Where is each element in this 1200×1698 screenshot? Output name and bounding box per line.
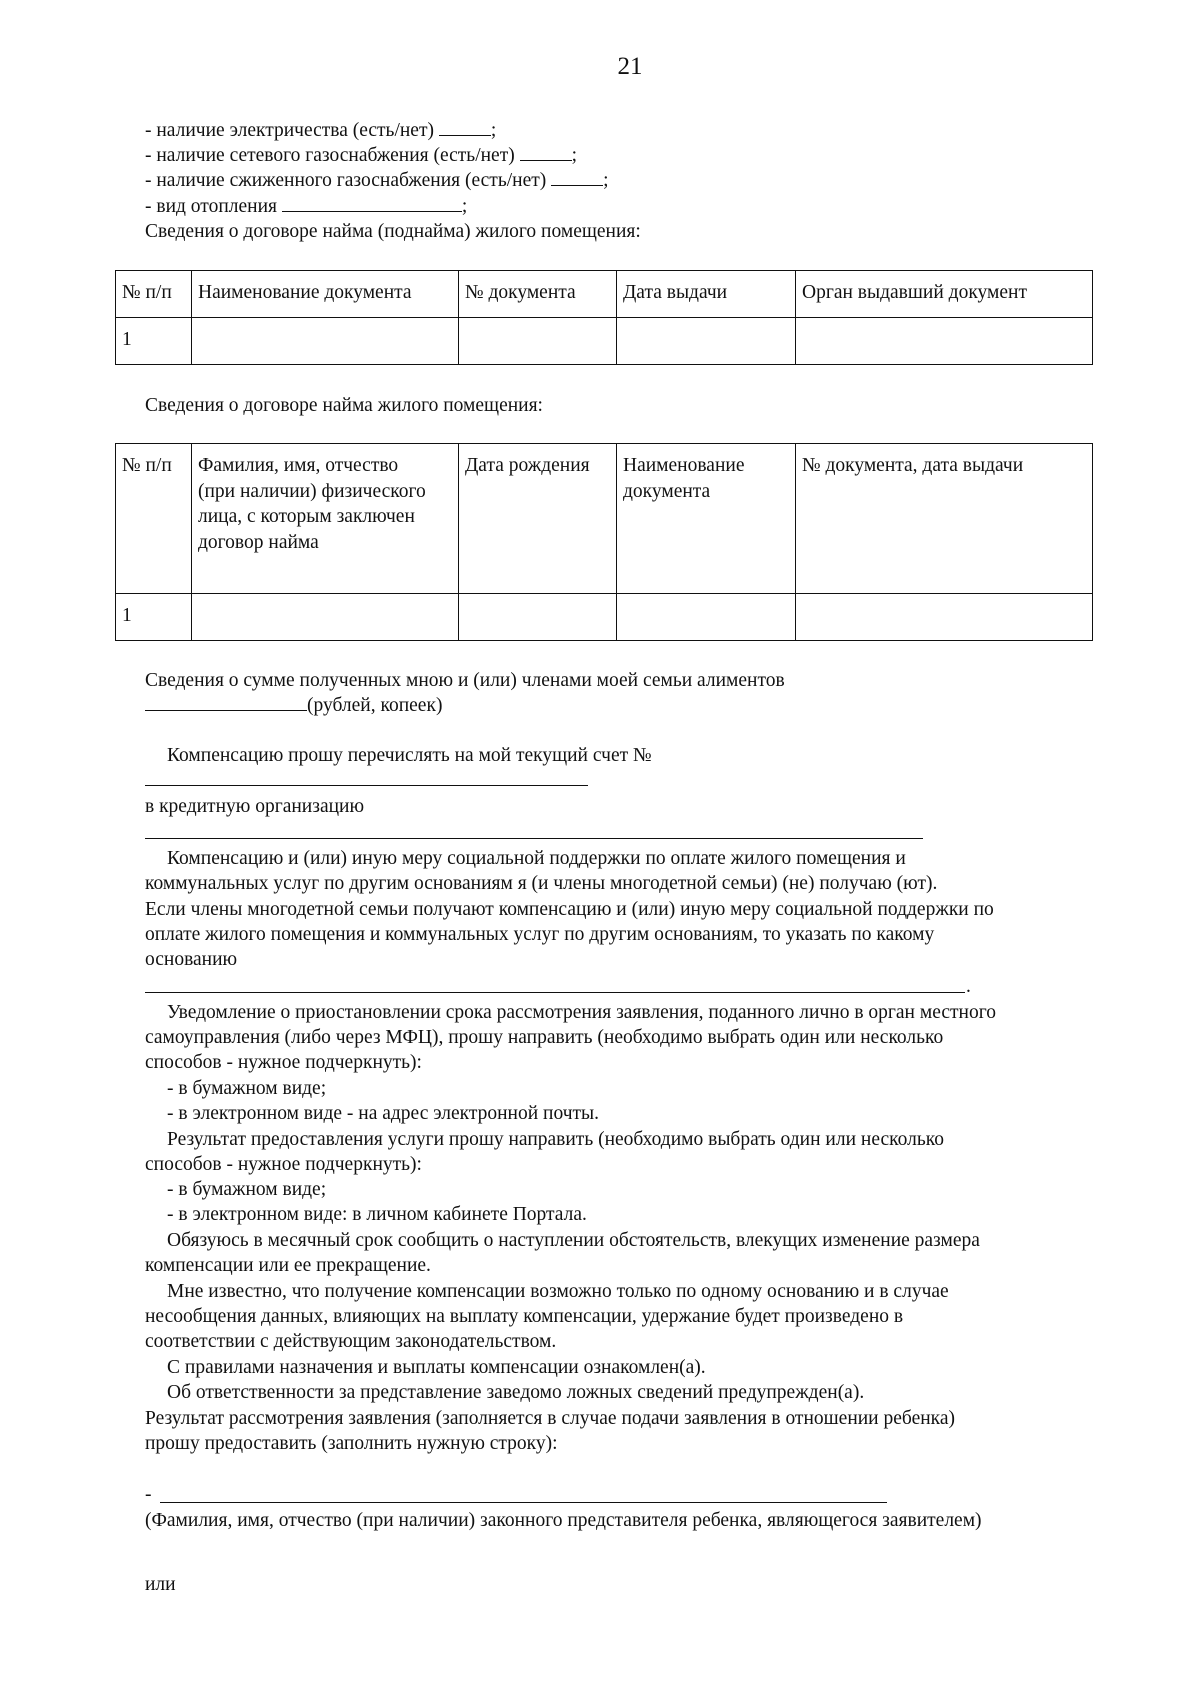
table-cell[interactable] bbox=[796, 594, 1093, 641]
alimony-unit: (рублей, копеек) bbox=[307, 695, 443, 716]
header-cell: Наименование документа bbox=[192, 271, 459, 318]
liability-acknowledgement: Об ответственности за представление заведомо ложных сведений предупрежден(а). bbox=[167, 1382, 865, 1403]
awareness-text: Мне известно, что получение компенсации возможно только по одному основанию и в случае bbox=[167, 1281, 949, 1302]
table-cell[interactable] bbox=[459, 594, 617, 641]
awareness-text: несообщения данных, влияющих на выплату компенсации, удержание будет произведено в bbox=[145, 1306, 904, 1327]
sublease-heading: Сведения о договоре найма (поднайма) жилого помещения: bbox=[145, 221, 641, 242]
other-support-text: основанию bbox=[145, 949, 238, 970]
suspension-text: Уведомление о приостановлении срока рассмотрения заявления, поданного лично в орган местного bbox=[167, 1002, 996, 1023]
header-cell: № п/п bbox=[116, 271, 192, 318]
header-cell: № документа bbox=[459, 271, 617, 318]
other-support-text: Если члены многодетной семьи получают компенсацию и (или) иную меру социальной поддержки по bbox=[145, 899, 994, 920]
obligation-text: компенсации или ее прекращение. bbox=[145, 1255, 431, 1276]
sublease-table bbox=[115, 270, 1093, 365]
credit-org-field[interactable] bbox=[145, 838, 923, 839]
table-cell[interactable] bbox=[796, 318, 1093, 365]
row-number-cell: 1 bbox=[116, 594, 192, 641]
header-cell: Дата рождения bbox=[459, 444, 617, 594]
table-cell[interactable] bbox=[617, 594, 796, 641]
other-support-text: оплате жилого помещения и коммунальных услуг по другим основаниям, то указать по какому bbox=[145, 924, 935, 945]
alimony-amount-field[interactable] bbox=[145, 693, 307, 711]
table-row bbox=[116, 594, 1093, 641]
liquefied-gas-field[interactable] bbox=[551, 168, 603, 186]
utility-label: - вид отопления bbox=[145, 196, 277, 217]
credit-org-label: в кредитную организацию bbox=[145, 796, 365, 817]
other-basis-field[interactable] bbox=[145, 992, 965, 993]
period-mark: . bbox=[966, 976, 971, 997]
obligation-text: Обязуюсь в месячный срок сообщить о наступлении обстоятельств, влекущих изменение размера bbox=[167, 1230, 980, 1251]
lease-table bbox=[115, 443, 1093, 641]
utility-electricity: - наличие электричества (есть/нет) ; bbox=[145, 120, 497, 141]
alimony-amount-line bbox=[145, 693, 442, 719]
or-text: или bbox=[145, 1574, 176, 1595]
result-text: способов - нужное подчеркнуть): bbox=[145, 1154, 422, 1175]
network-gas-field[interactable] bbox=[520, 143, 572, 161]
table-header-row bbox=[116, 444, 1093, 594]
dash: - bbox=[145, 1484, 152, 1505]
suspension-text: самоуправления (либо через МФЦ), прошу направить (необходимо выбрать один или несколько bbox=[145, 1027, 944, 1048]
utility-label: - наличие сжиженного газоснабжения (есть/нет) bbox=[145, 170, 547, 191]
utility-network-gas: - наличие сетевого газоснабжения (есть/нет) ; bbox=[145, 145, 578, 166]
representative-name-field[interactable] bbox=[160, 1502, 887, 1503]
header-cell: № п/п bbox=[116, 444, 192, 594]
suspension-text: способов - нужное подчеркнуть): bbox=[145, 1052, 422, 1073]
header-cell: Наименование документа bbox=[617, 444, 796, 594]
heating-field[interactable] bbox=[282, 194, 462, 212]
table-cell[interactable] bbox=[192, 318, 459, 365]
alimony-text: Сведения о сумме полученных мною и (или) членами моей семьи алиментов bbox=[145, 670, 785, 691]
awareness-text: соответствии с действующим законодательством. bbox=[145, 1331, 557, 1352]
electricity-field[interactable] bbox=[439, 118, 491, 136]
suspension-option-email[interactable]: - в электронном виде - на адрес электронной почты. bbox=[167, 1103, 600, 1124]
utility-heating: - вид отопления ; bbox=[145, 196, 468, 217]
table-cell[interactable] bbox=[459, 318, 617, 365]
utility-label: - наличие сетевого газоснабжения (есть/нет) bbox=[145, 145, 515, 166]
review-text: прошу предоставить (заполнить нужную строку): bbox=[145, 1433, 558, 1454]
page-number: 21 bbox=[617, 53, 643, 80]
header-cell: Фамилия, имя, отчество (при наличии) физического лица, с которым заключен договор найма bbox=[192, 444, 459, 594]
lease-heading: Сведения о договоре найма жилого помещения: bbox=[145, 395, 543, 416]
row-number-cell: 1 bbox=[116, 318, 192, 365]
other-support-text: коммунальных услуг по другим основаниям я (и члены многодетной семьи) (не) получаю (ют). bbox=[145, 873, 938, 894]
rules-acknowledgement: С правилами назначения и выплаты компенсации ознакомлен(а). bbox=[167, 1357, 706, 1378]
account-text: Компенсацию прошу перечислять на мой текущий счет № bbox=[167, 745, 652, 766]
account-number-field[interactable] bbox=[145, 785, 588, 786]
other-support-text: Компенсацию и (или) иную меру социальной поддержки по оплате жилого помещения и bbox=[167, 848, 906, 869]
utility-liquefied-gas: - наличие сжиженного газоснабжения (есть/нет) ; bbox=[145, 170, 609, 191]
table-row bbox=[116, 318, 1093, 365]
result-option-portal[interactable]: - в электронном виде: в личном кабинете Портала. bbox=[167, 1204, 587, 1225]
header-cell: Дата выдачи bbox=[617, 271, 796, 318]
suspension-option-paper[interactable]: - в бумажном виде; bbox=[167, 1078, 327, 1099]
result-text: Результат предоставления услуги прошу направить (необходимо выбрать один или несколько bbox=[167, 1129, 944, 1150]
table-cell[interactable] bbox=[617, 318, 796, 365]
table-header-row bbox=[116, 271, 1093, 318]
utility-label: - наличие электричества (есть/нет) bbox=[145, 120, 434, 141]
representative-caption: (Фамилия, имя, отчество (при наличии) законного представителя ребенка, являющегося заявителем) bbox=[145, 1510, 982, 1531]
table-cell[interactable] bbox=[192, 594, 459, 641]
review-text: Результат рассмотрения заявления (заполняется в случае подачи заявления в отношении ребенка) bbox=[145, 1408, 955, 1429]
header-cell: Орган выдавший документ bbox=[796, 271, 1093, 318]
header-cell: № документа, дата выдачи bbox=[796, 444, 1093, 594]
result-option-paper[interactable]: - в бумажном виде; bbox=[167, 1179, 327, 1200]
